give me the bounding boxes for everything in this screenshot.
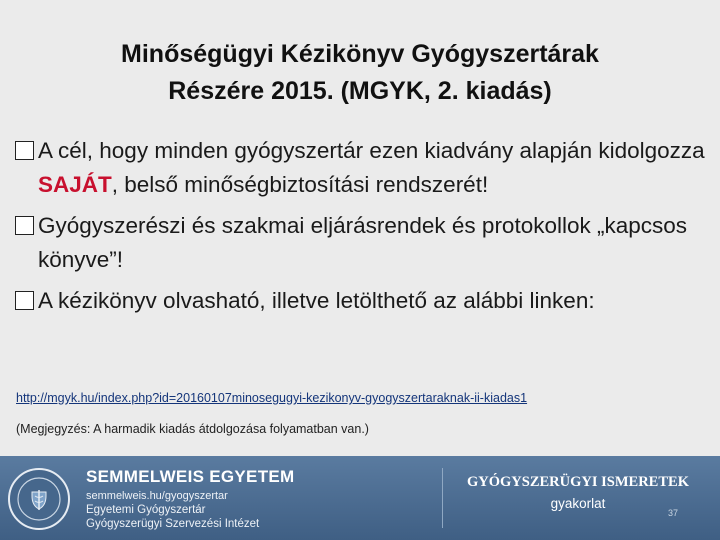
page-number: 37 xyxy=(667,508,678,518)
title-line-2: Részére 2015. (MGYK, 2. kiadás) xyxy=(168,77,552,105)
square-bullet-icon xyxy=(15,291,34,310)
university-url: semmelweis.hu/gyogyszertar xyxy=(86,490,228,502)
bullet-text: A kézikönyv olvasható, illetve letölthető az alábbi linken: xyxy=(38,288,595,313)
square-bullet-icon xyxy=(15,141,34,160)
bullet-item xyxy=(12,284,712,318)
title-line-1: Minőségügyi Kézikönyv Gyógyszertárak xyxy=(121,40,599,68)
slide-title xyxy=(40,36,680,110)
note-text: (Megjegyzés: A harmadik kiadás átdolgozása folyamatban van.) xyxy=(16,422,369,436)
bullet-text-after: , belső minőségbiztosítási rendszerét! xyxy=(111,172,489,197)
bullet-text: Gyógyszerészi és szakmai eljárásrendek és protokollok „kapcsos könyve”! xyxy=(38,213,688,272)
department-line-1: Egyetemi Gyógyszertár xyxy=(86,504,206,516)
footer-divider xyxy=(442,468,443,528)
bullet-text-before: A cél, hogy minden gyógyszertár ezen kiadvány alapján kidolgozza xyxy=(38,138,705,163)
footer-banner xyxy=(0,456,720,540)
bullet-item xyxy=(12,209,712,277)
university-seal-icon xyxy=(8,468,70,530)
bullet-list xyxy=(12,134,712,325)
course-subtitle: gyakorlat xyxy=(550,496,606,511)
handbook-link[interactable]: http://mgyk.hu/index.php?id=20160107minosegugyi-kezikonyv-gyogyszertaraknak-ii-kiadas1 xyxy=(16,391,528,405)
bullet-item xyxy=(12,134,712,202)
department-line-2: Gyógyszerügyi Szervezési Intézet xyxy=(86,518,260,530)
course-title: GYÓGYSZERÜGYI ISMERETEK xyxy=(467,474,689,490)
square-bullet-icon xyxy=(15,216,34,235)
university-name: SEMMELWEIS EGYETEM xyxy=(86,467,295,486)
bullet-highlight: SAJÁT xyxy=(38,172,112,197)
